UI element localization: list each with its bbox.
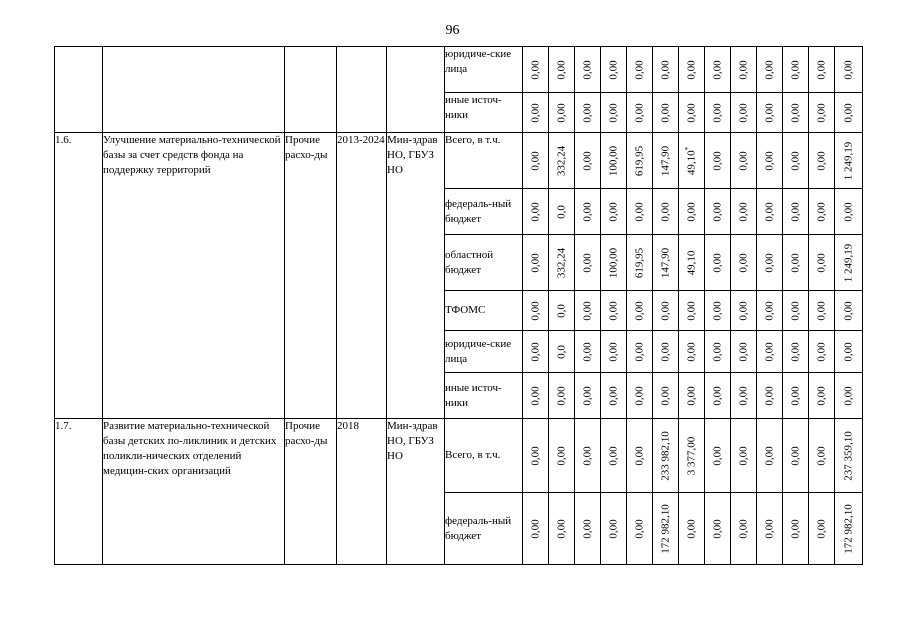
cell-value: 0,00 bbox=[633, 201, 645, 222]
value-cell bbox=[627, 331, 653, 373]
value-cell bbox=[601, 47, 627, 93]
cell-value: 0,00 bbox=[529, 385, 541, 406]
cell-value: 1 249,19 bbox=[842, 243, 854, 282]
cell-value: 0,00 bbox=[711, 300, 723, 321]
cell-value: 0,00 bbox=[659, 385, 671, 406]
value-cell bbox=[575, 419, 601, 493]
cell-value: 0,00 bbox=[815, 445, 827, 466]
value-cell bbox=[731, 291, 757, 331]
value-cell bbox=[627, 493, 653, 565]
empty-type-cell bbox=[285, 47, 337, 133]
value-cell bbox=[835, 189, 863, 235]
funding-source-label: иные источ-ники bbox=[445, 93, 523, 133]
value-cell bbox=[575, 331, 601, 373]
cell-value: 0,00 bbox=[789, 252, 801, 273]
value-cell bbox=[783, 291, 809, 331]
cell-value: 0,00 bbox=[607, 300, 619, 321]
value-cell bbox=[679, 133, 705, 189]
cell-value: 0,00 bbox=[659, 300, 671, 321]
cell-value: 0,00 bbox=[842, 385, 854, 406]
cell-value: 0,00 bbox=[685, 102, 697, 123]
cell-value: 172 982,10 bbox=[659, 503, 671, 554]
value-cell bbox=[705, 419, 731, 493]
value-cell bbox=[835, 331, 863, 373]
cell-value: 147,90 bbox=[659, 247, 671, 278]
cell-value: 0,00 bbox=[737, 300, 749, 321]
value-cell bbox=[757, 373, 783, 419]
value-cell bbox=[575, 373, 601, 419]
cell-value: 0,00 bbox=[815, 385, 827, 406]
value-cell bbox=[705, 235, 731, 291]
cell-value: 0,00 bbox=[737, 102, 749, 123]
cell-value: 0,00 bbox=[581, 252, 593, 273]
value-cell bbox=[731, 493, 757, 565]
cell-value: 0,00 bbox=[581, 445, 593, 466]
cell-value: 0,00 bbox=[737, 518, 749, 539]
funding-source-label: юридиче-ские лица bbox=[445, 331, 523, 373]
cell-value: 0,00 bbox=[581, 385, 593, 406]
value-cell bbox=[601, 93, 627, 133]
cell-value: 619,95 bbox=[633, 145, 645, 176]
cell-value: 0,00 bbox=[685, 341, 697, 362]
page-number: 96 bbox=[445, 23, 460, 38]
value-cell bbox=[783, 93, 809, 133]
cell-value: 0,00 bbox=[737, 150, 749, 171]
value-cell bbox=[575, 47, 601, 93]
value-cell bbox=[809, 331, 835, 373]
cell-value: 0,00 bbox=[555, 445, 567, 466]
value-cell bbox=[705, 373, 731, 419]
cell-value: 0,00 bbox=[789, 518, 801, 539]
value-cell bbox=[783, 47, 809, 93]
value-cell bbox=[809, 189, 835, 235]
value-cell bbox=[523, 291, 549, 331]
value-cell bbox=[679, 291, 705, 331]
cell-value: 0,00 bbox=[529, 102, 541, 123]
value-cell bbox=[783, 373, 809, 419]
value-cell bbox=[601, 291, 627, 331]
cell-value: 0,00 bbox=[763, 150, 775, 171]
cell-value: 0,00 bbox=[789, 445, 801, 466]
value-cell bbox=[757, 291, 783, 331]
cell-value: 0,00 bbox=[607, 201, 619, 222]
cell-value: 0,00 bbox=[763, 102, 775, 123]
cell-value: 0,00 bbox=[711, 341, 723, 362]
cell-value: 0,00 bbox=[633, 59, 645, 80]
cell-value: 0,00 bbox=[842, 102, 854, 123]
cell-value: 0,00 bbox=[555, 518, 567, 539]
cell-value: 0,00 bbox=[763, 59, 775, 80]
funding-source-label: Всего, в т.ч. bbox=[445, 133, 523, 189]
cell-value: 0,00 bbox=[685, 518, 697, 539]
item-executor: Мин-здрав НО, ГБУЗ НО bbox=[387, 419, 445, 565]
cell-value: 0,00 bbox=[685, 385, 697, 406]
value-cell bbox=[783, 133, 809, 189]
value-cell bbox=[549, 93, 575, 133]
cell-value: 233 982,10 bbox=[659, 430, 671, 481]
cell-value: 0,00 bbox=[737, 59, 749, 80]
cell-value: 0,00 bbox=[737, 385, 749, 406]
value-cell bbox=[835, 291, 863, 331]
cell-value: 172 982,10 bbox=[842, 503, 854, 554]
cell-value: 237 359,10 bbox=[842, 430, 854, 481]
cell-value: 0,00 bbox=[815, 518, 827, 539]
value-cell bbox=[757, 93, 783, 133]
value-cell bbox=[523, 93, 549, 133]
value-cell bbox=[809, 93, 835, 133]
value-cell bbox=[757, 493, 783, 565]
funding-source-label: ТФОМС bbox=[445, 291, 523, 331]
cell-value: 0,00 bbox=[789, 385, 801, 406]
value-cell bbox=[627, 291, 653, 331]
value-cell bbox=[757, 133, 783, 189]
funding-source-label: федераль-ный бюджет bbox=[445, 189, 523, 235]
value-cell bbox=[549, 235, 575, 291]
value-cell bbox=[705, 189, 731, 235]
cell-value: 0,00 bbox=[815, 341, 827, 362]
cell-value: 0,00 bbox=[737, 201, 749, 222]
value-cell bbox=[523, 189, 549, 235]
cell-value: 0,00 bbox=[842, 201, 854, 222]
budget-table bbox=[54, 46, 863, 565]
value-cell bbox=[731, 189, 757, 235]
cell-value: 0,00 bbox=[685, 300, 697, 321]
value-cell bbox=[549, 493, 575, 565]
value-cell bbox=[549, 419, 575, 493]
value-cell bbox=[601, 189, 627, 235]
cell-value: 147,90 bbox=[659, 145, 671, 176]
cell-value: 0,00 bbox=[737, 341, 749, 362]
value-cell bbox=[835, 373, 863, 419]
cell-value: 0,00 bbox=[607, 59, 619, 80]
cell-value: 0,00 bbox=[607, 518, 619, 539]
cell-value: 0,00 bbox=[815, 252, 827, 273]
cell-value: 0,00 bbox=[633, 300, 645, 321]
value-cell bbox=[835, 93, 863, 133]
cell-value: 0,00 bbox=[789, 150, 801, 171]
value-cell bbox=[757, 47, 783, 93]
cell-value: 0,00 bbox=[763, 518, 775, 539]
value-cell bbox=[731, 47, 757, 93]
value-cell bbox=[653, 331, 679, 373]
cell-value: 0,00 bbox=[685, 59, 697, 80]
value-cell bbox=[575, 291, 601, 331]
value-cell bbox=[601, 331, 627, 373]
value-cell bbox=[705, 291, 731, 331]
value-cell bbox=[679, 419, 705, 493]
cell-value: 0,00 bbox=[711, 150, 723, 171]
table-row bbox=[55, 47, 863, 93]
cell-value: 0,00 bbox=[815, 201, 827, 222]
value-cell bbox=[679, 93, 705, 133]
cell-value: 0,00 bbox=[685, 201, 697, 222]
cell-value: 0,00 bbox=[815, 59, 827, 80]
value-cell bbox=[601, 419, 627, 493]
funding-source-label: иные источ-ники bbox=[445, 373, 523, 419]
cell-value: 1 249,19 bbox=[842, 141, 854, 180]
cell-value: 0,00 bbox=[659, 341, 671, 362]
cell-value: 0,00 bbox=[789, 102, 801, 123]
cell-value: 0,00 bbox=[711, 445, 723, 466]
value-cell bbox=[679, 235, 705, 291]
value-cell bbox=[549, 47, 575, 93]
value-cell bbox=[575, 235, 601, 291]
value-cell bbox=[679, 47, 705, 93]
cell-value: 0,00 bbox=[581, 201, 593, 222]
value-cell bbox=[601, 235, 627, 291]
value-cell bbox=[679, 189, 705, 235]
empty-name-cell bbox=[103, 47, 285, 133]
value-cell bbox=[783, 493, 809, 565]
value-cell bbox=[783, 419, 809, 493]
value-cell bbox=[757, 331, 783, 373]
value-cell bbox=[653, 133, 679, 189]
item-name: Улучшение материально-технической базы за счет средств фонда на поддержку территорий bbox=[103, 133, 285, 419]
value-cell bbox=[653, 291, 679, 331]
table-row bbox=[55, 419, 863, 493]
cell-value: 0,00 bbox=[763, 252, 775, 273]
value-cell bbox=[809, 419, 835, 493]
value-cell bbox=[809, 493, 835, 565]
value-cell bbox=[627, 235, 653, 291]
cell-value: 49,10 bbox=[685, 250, 697, 275]
value-cell bbox=[627, 133, 653, 189]
footnote-mark: * bbox=[683, 146, 692, 150]
funding-source-label: Всего, в т.ч. bbox=[445, 419, 523, 493]
cell-value: 0,00 bbox=[529, 445, 541, 466]
value-cell bbox=[757, 419, 783, 493]
cell-value: 100,00 bbox=[607, 247, 619, 278]
value-cell bbox=[549, 373, 575, 419]
cell-value: 0,00 bbox=[607, 385, 619, 406]
cell-value: 0,00 bbox=[815, 300, 827, 321]
cell-value: 0,00 bbox=[529, 341, 541, 362]
value-cell bbox=[549, 189, 575, 235]
cell-value: 0,00 bbox=[842, 341, 854, 362]
cell-value: 0,00 bbox=[529, 150, 541, 171]
empty-years-cell bbox=[337, 47, 387, 133]
cell-value: 0,00 bbox=[581, 59, 593, 80]
value-cell bbox=[523, 47, 549, 93]
cell-value: 0,0 bbox=[555, 344, 567, 359]
value-cell bbox=[653, 47, 679, 93]
cell-value: 0,00 bbox=[581, 341, 593, 362]
value-cell bbox=[523, 419, 549, 493]
cell-value: 0,00 bbox=[763, 445, 775, 466]
value-cell bbox=[731, 331, 757, 373]
item-name: Развитие материально-технической базы детских по-ликлиник и детских поликли-нических отделений медицин-ских организаций bbox=[103, 419, 285, 565]
cell-value: 0,00 bbox=[633, 385, 645, 406]
cell-value: 0,00 bbox=[789, 201, 801, 222]
value-cell bbox=[809, 235, 835, 291]
cell-value: 0,00 bbox=[581, 102, 593, 123]
value-cell bbox=[549, 133, 575, 189]
cell-value: 0,00 bbox=[529, 252, 541, 273]
expense-type: Прочие расхо-ды bbox=[285, 133, 337, 419]
value-cell bbox=[575, 133, 601, 189]
value-cell bbox=[523, 331, 549, 373]
cell-value: 0,00 bbox=[581, 150, 593, 171]
value-cell bbox=[705, 93, 731, 133]
value-cell bbox=[653, 93, 679, 133]
expense-type: Прочие расхо-ды bbox=[285, 419, 337, 565]
cell-value: 0,00 bbox=[529, 518, 541, 539]
cell-value: 0,00 bbox=[555, 102, 567, 123]
empty-executor-cell bbox=[387, 47, 445, 133]
value-cell bbox=[575, 93, 601, 133]
value-cell bbox=[809, 47, 835, 93]
value-cell bbox=[835, 419, 863, 493]
value-cell bbox=[627, 419, 653, 493]
cell-value: 0,00 bbox=[815, 150, 827, 171]
cell-value: 332,24 bbox=[555, 247, 567, 278]
cell-value: 3 377,00 bbox=[685, 436, 697, 475]
item-years: 2013-2024 bbox=[337, 133, 387, 419]
value-cell bbox=[731, 419, 757, 493]
cell-value: 0,00 bbox=[711, 252, 723, 273]
item-executor: Мин-здрав НО, ГБУЗ НО bbox=[387, 133, 445, 419]
cell-value: 0,00 bbox=[789, 300, 801, 321]
cell-value: 0,00 bbox=[633, 445, 645, 466]
cell-value: 0,00 bbox=[737, 252, 749, 273]
value-cell bbox=[835, 47, 863, 93]
value-cell bbox=[705, 133, 731, 189]
cell-value: 0,00 bbox=[607, 102, 619, 123]
value-cell bbox=[783, 189, 809, 235]
value-cell bbox=[601, 493, 627, 565]
value-cell bbox=[705, 493, 731, 565]
funding-source-label: областной бюджет bbox=[445, 235, 523, 291]
cell-value: 0,0 bbox=[555, 204, 567, 219]
value-cell bbox=[549, 331, 575, 373]
value-cell bbox=[705, 331, 731, 373]
value-cell bbox=[627, 47, 653, 93]
cell-value: 0,00 bbox=[529, 201, 541, 222]
value-cell bbox=[809, 291, 835, 331]
cell-value: 0,00 bbox=[763, 341, 775, 362]
value-cell bbox=[627, 189, 653, 235]
cell-value: 0,00 bbox=[581, 518, 593, 539]
value-cell bbox=[731, 133, 757, 189]
cell-value: 0,00 bbox=[633, 341, 645, 362]
value-cell bbox=[809, 373, 835, 419]
value-cell bbox=[653, 189, 679, 235]
cell-value: 0,00 bbox=[815, 102, 827, 123]
cell-value: 0,00 bbox=[711, 385, 723, 406]
value-cell bbox=[575, 189, 601, 235]
value-cell bbox=[757, 189, 783, 235]
item-number: 1.7. bbox=[55, 419, 103, 565]
value-cell bbox=[835, 235, 863, 291]
value-cell bbox=[653, 235, 679, 291]
value-cell bbox=[549, 291, 575, 331]
cell-value: 0,00 bbox=[659, 59, 671, 80]
cell-value: 0,00 bbox=[789, 59, 801, 80]
value-cell bbox=[783, 331, 809, 373]
value-cell bbox=[601, 133, 627, 189]
cell-value: 0,00 bbox=[711, 201, 723, 222]
funding-source-label: юридиче-ские лица bbox=[445, 47, 523, 93]
cell-value: 0,00 bbox=[842, 300, 854, 321]
value-cell bbox=[731, 373, 757, 419]
value-cell bbox=[835, 493, 863, 565]
cell-value: 0,00 bbox=[581, 300, 593, 321]
cell-value: 100,00 bbox=[607, 145, 619, 176]
cell-value: 0,00 bbox=[555, 385, 567, 406]
cell-value: 0,00 bbox=[607, 341, 619, 362]
cell-value: 0,00 bbox=[633, 102, 645, 123]
cell-value: 0,00 bbox=[789, 341, 801, 362]
cell-value: 0,0 bbox=[555, 303, 567, 318]
cell-value: 332,24 bbox=[555, 145, 567, 176]
cell-value: 619,95 bbox=[633, 247, 645, 278]
value-cell bbox=[523, 373, 549, 419]
value-cell bbox=[809, 133, 835, 189]
value-cell bbox=[523, 235, 549, 291]
table-row bbox=[55, 133, 863, 189]
value-cell bbox=[731, 235, 757, 291]
cell-value: 0,00 bbox=[763, 385, 775, 406]
value-cell bbox=[783, 235, 809, 291]
cell-value: 0,00 bbox=[607, 445, 619, 466]
value-cell bbox=[679, 493, 705, 565]
cell-value: 0,00 bbox=[711, 518, 723, 539]
value-cell bbox=[653, 373, 679, 419]
cell-value: 0,00 bbox=[659, 102, 671, 123]
value-cell bbox=[523, 493, 549, 565]
value-cell bbox=[523, 133, 549, 189]
cell-value: 0,00 bbox=[529, 300, 541, 321]
cell-value: 0,00 bbox=[711, 102, 723, 123]
value-cell bbox=[835, 133, 863, 189]
cell-value: 0,00 bbox=[529, 59, 541, 80]
value-cell bbox=[627, 373, 653, 419]
cell-value: 0,00 bbox=[711, 59, 723, 80]
cell-value: 49,10* bbox=[683, 146, 697, 175]
value-cell bbox=[679, 373, 705, 419]
item-years: 2018 bbox=[337, 419, 387, 565]
value-cell bbox=[653, 419, 679, 493]
cell-value: 0,00 bbox=[737, 445, 749, 466]
value-cell bbox=[601, 373, 627, 419]
value-cell bbox=[757, 235, 783, 291]
value-cell bbox=[627, 93, 653, 133]
value-cell bbox=[679, 331, 705, 373]
value-cell bbox=[705, 47, 731, 93]
value-cell bbox=[731, 93, 757, 133]
funding-source-label: федераль-ный бюджет bbox=[445, 493, 523, 565]
cell-value: 0,00 bbox=[659, 201, 671, 222]
cell-value: 0,00 bbox=[842, 59, 854, 80]
cell-value: 0,00 bbox=[763, 201, 775, 222]
empty-num-cell bbox=[55, 47, 103, 133]
cell-value: 0,00 bbox=[633, 518, 645, 539]
cell-value: 0,00 bbox=[763, 300, 775, 321]
cell-value: 0,00 bbox=[555, 59, 567, 80]
value-cell bbox=[575, 493, 601, 565]
value-cell bbox=[653, 493, 679, 565]
item-number: 1.6. bbox=[55, 133, 103, 419]
